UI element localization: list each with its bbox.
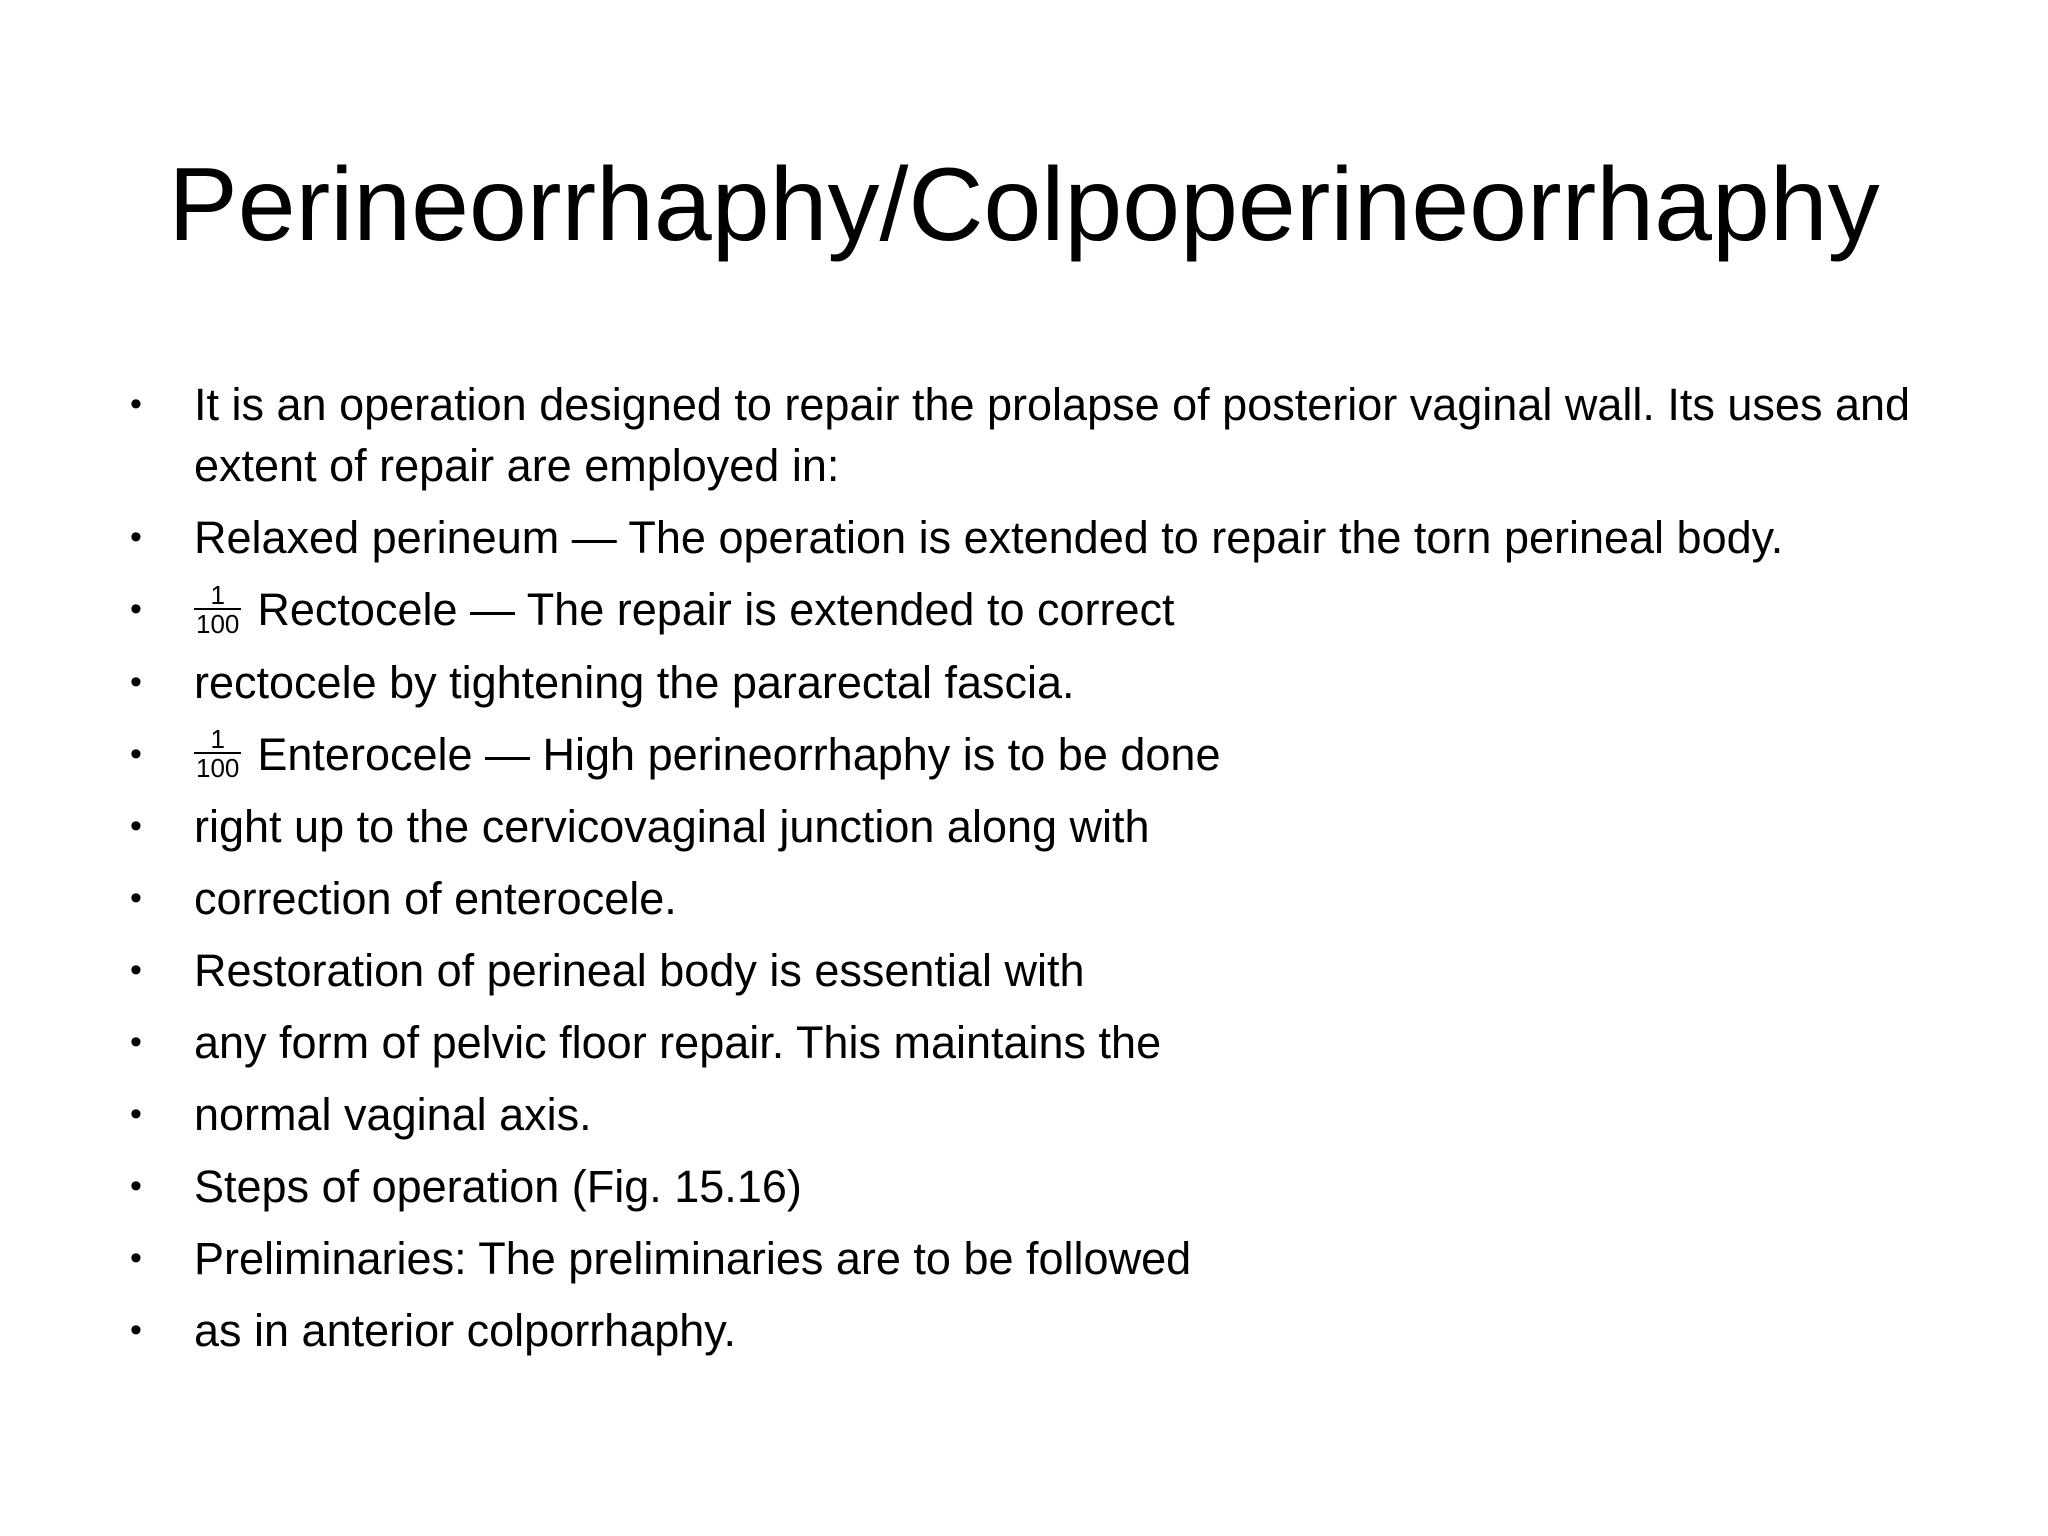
bullet-item (124, 1012, 1944, 1073)
bullet-icon: • (130, 879, 142, 918)
fraction-denominator: 100 (196, 753, 240, 784)
bullet-item (124, 579, 1944, 641)
fraction-numerator: 1 (194, 726, 241, 754)
bullet-icon: • (130, 662, 142, 701)
bullet-item (124, 507, 1944, 568)
fraction (194, 724, 241, 784)
bullet-item (124, 724, 1944, 786)
bullet-icon: • (130, 951, 142, 990)
bullet-item (124, 1084, 1944, 1145)
slide-title: Perineorrhaphy/Colpoperineorrhaphy (168, 147, 1880, 263)
bullet-item (124, 652, 1944, 713)
bullet-text: rectocele by tightening the pararectal fascia. (194, 656, 1075, 708)
bullet-text: It is an operation designed to repair the prolapse of posterior vaginal wall. Its uses and extent of repair are employed in: (194, 379, 1911, 491)
bullet-icon: • (130, 1167, 142, 1206)
bullet-text: Rectocele — The repair is extended to correct (257, 584, 1175, 635)
bullet-text: right up to the cervicovaginal junction along with (194, 801, 1150, 853)
bullet-text: correction of enterocele. (194, 873, 677, 925)
bullet-text: Restoration of perineal body is essential with (194, 945, 1085, 997)
bullet-text: as in anterior colporrhaphy. (194, 1305, 736, 1357)
bullet-text: normal vaginal axis. (194, 1089, 592, 1141)
bullet-icon: • (130, 1023, 142, 1062)
bullet-item (124, 374, 1944, 496)
bullet-text: Relaxed perineum — The operation is extended to repair the torn perineal body. (194, 512, 1784, 563)
bullet-item (124, 1300, 1944, 1361)
bullet-text: Preliminaries: The preliminaries are to be followed (194, 1233, 1192, 1285)
bullet-item (124, 1228, 1944, 1289)
bullet-text: Steps of operation (Fig. 15.16) (194, 1161, 802, 1213)
bullet-icon: • (130, 1311, 142, 1350)
bullet-item (124, 1156, 1944, 1217)
bullet-icon: • (130, 1095, 142, 1134)
bullet-icon: • (130, 590, 142, 628)
bullet-icon: • (130, 734, 142, 773)
bullet-icon: • (130, 385, 142, 423)
bullet-text: any form of pelvic floor repair. This maintains the (194, 1017, 1162, 1069)
bullet-icon: • (130, 807, 142, 846)
fraction-denominator: 100 (196, 608, 240, 639)
bullet-list (124, 374, 1924, 1372)
bullet-item (124, 796, 1944, 857)
bullet-icon: • (130, 518, 142, 556)
fraction-numerator: 1 (194, 582, 241, 610)
bullet-item (124, 940, 1944, 1001)
bullet-item (124, 868, 1944, 929)
fraction (194, 579, 241, 639)
bullet-icon: • (130, 1239, 142, 1278)
bullet-text: Enterocele — High perineorrhaphy is to be done (257, 728, 1221, 780)
